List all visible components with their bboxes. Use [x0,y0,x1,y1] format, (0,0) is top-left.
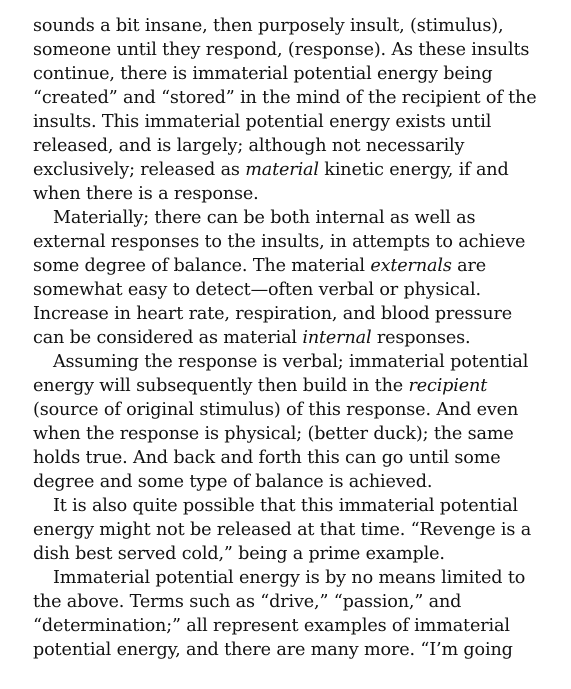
text-segment: someone until they respond, (response). As these insults [33,40,530,60]
text-segment: Materially; there can be both internal as well as [53,208,476,228]
text-segment: “determination;” all represent examples of immaterial [33,616,510,636]
text-segment: Assuming the response is verbal; immaterial potential [53,352,529,372]
text-line [33,86,537,110]
text-segment: potential energy, and there are many more. “I’m going [33,640,513,660]
italic-text: recipient [408,376,488,396]
text-segment: degree and some type of balance is achieved. [33,472,433,492]
document-page [33,14,537,662]
text-segment: holds true. And back and forth this can go until some [33,448,501,468]
text-line [33,542,533,566]
text-segment: responses. [371,328,471,348]
text-segment: somewhat easy to detect—often verbal or physical. [33,280,481,300]
text-segment: released, and is largely; although not necessarily [33,136,465,156]
italic-text: externals [370,256,452,276]
text-line [33,110,533,134]
text-segment: when the response is physical; (better duck); the same [33,424,514,444]
text-segment: Increase in heart rate, respiration, and blood pressure [33,304,512,324]
text-segment: kinetic energy, if and [318,160,509,180]
paragraph-first-line [33,494,533,518]
text-segment: when there is a response. [33,184,259,204]
text-segment: some degree of balance. The material [33,256,371,276]
text-segment: “created” and “stored” in the mind of the recipient of the [33,88,537,108]
text-line [33,158,533,182]
text-line [33,326,533,350]
text-line [33,302,533,326]
text-line [33,422,533,446]
body-text [33,14,537,662]
paragraph-first-line [33,206,533,230]
text-line [33,254,533,278]
text-segment: the above. Terms such as “drive,” “passion,” and [33,592,462,612]
paragraph-first-line [33,566,533,590]
text-line [33,182,533,206]
text-segment: can be considered as material [33,328,303,348]
text-line [33,278,533,302]
italic-text: material [245,160,319,180]
text-segment: Immaterial potential energy is by no means limited to [53,568,526,588]
text-line [33,614,533,638]
text-line [33,638,533,662]
text-segment: external responses to the insults, in attempts to achieve [33,232,526,252]
text-line [33,230,533,254]
text-line [33,398,533,422]
text-segment: are [451,256,487,276]
text-line [33,446,533,470]
text-line [33,518,533,542]
text-segment: dish best served cold,” being a prime example. [33,544,445,564]
text-line [33,62,533,86]
text-segment: exclusively; released as [33,160,246,180]
text-segment: energy will subsequently then build in the [33,376,409,396]
text-segment: It is also quite possible that this immaterial potential [53,496,518,516]
text-segment: energy might not be released at that time. “Revenge is a [33,520,532,540]
text-segment: sounds a bit insane, then purposely insult, (stimulus), [33,16,504,36]
text-line [33,590,533,614]
text-line [33,38,533,62]
text-segment: insults. This immaterial potential energy exists until [33,112,492,132]
text-line [33,14,533,38]
italic-text: internal [302,328,372,348]
text-line [33,470,533,494]
text-segment: (source of original stimulus) of this response. And even [33,400,519,420]
text-line [33,134,533,158]
paragraph-first-line [33,350,533,374]
text-line [33,374,533,398]
text-segment: continue, there is immaterial potential energy being [33,64,493,84]
